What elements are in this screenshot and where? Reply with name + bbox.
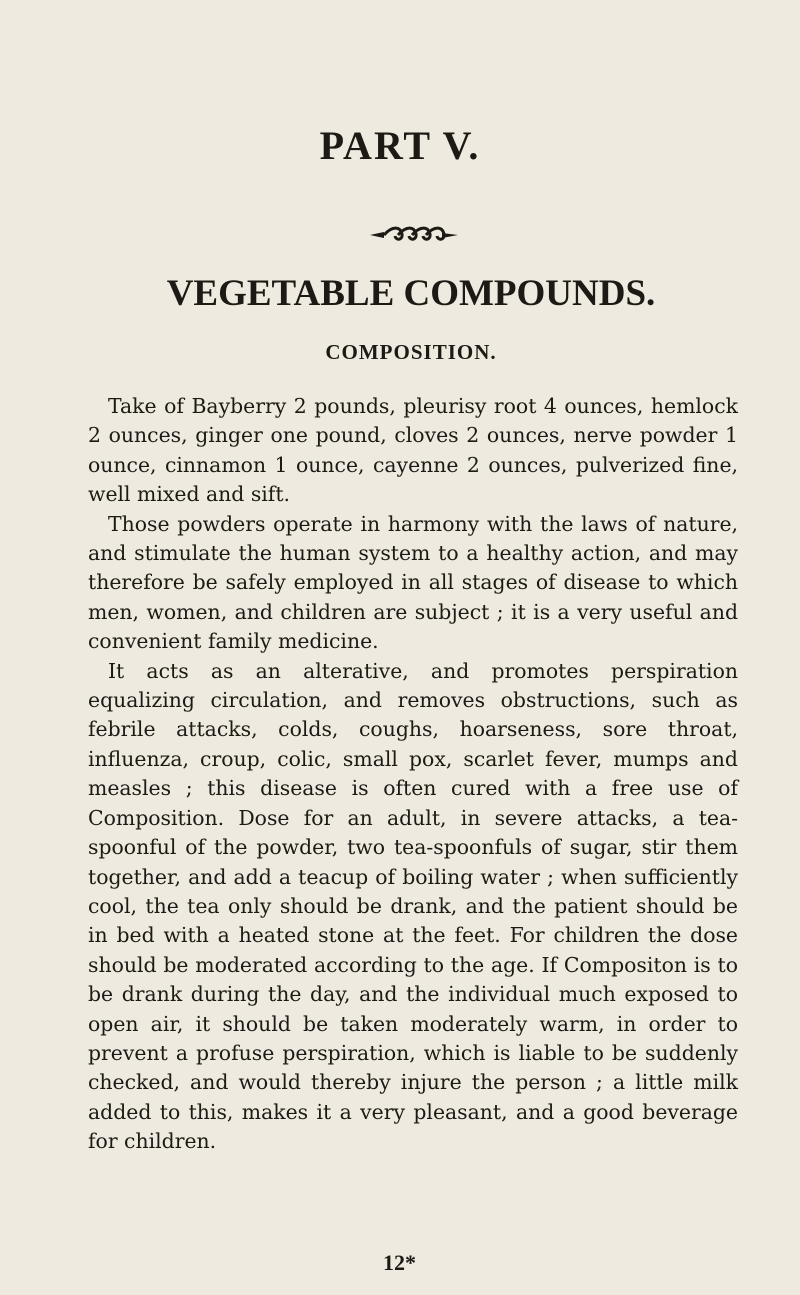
section-heading: COMPOSITION. [325,340,497,364]
paragraph-effects: Those powders operate in harmony with the laws of nature, and stimulate the human system to a healthy action, and may therefore be safely employed in all stages of disease to which men, women, and children are subject ; it is a very useful and convenient family medicine. [88,511,738,654]
chapter-title: VEGETABLE COMPOUNDS. [166,273,656,314]
part-heading: PART V. [319,123,481,168]
signature-mark: 12* [383,1250,416,1275]
body-text [88,392,738,1157]
paragraph-usage: It acts as an alterative, and promotes perspiration equalizing circulation, and removes obstructions, such as febrile attacks, colds, coughs, hoarseness, sore throat, influenza, croup, colic, small pox, scarlet fever, mumps and measles ; this disease is often cured with a free use of Composition. Dose for an adult, in severe attacks, a tea-spoonful of the powder, two tea-spoonfuls of sugar, stir them together, and add a teacup of boiling water ; when sufficiently cool, the tea only should be drank, and the patient should be in bed with a heated stone at the feet. For children the dose should be moderated according to the age. If Compositon is to be drank during the day, and the individual much exposed to open air, it should be taken moderately warm, in order to prevent a profuse perspiration, which is liable to be suddenly checked, and would thereby injure the person ; a little milk added to this, makes it a very pleasant, and a good beverage for children. [88,658,738,1154]
flourish-icon [368,224,460,246]
paragraph-recipe: Take of Bayberry 2 pounds, pleurisy root 4 ounces, hemlock 2 ounces, ginger one pound, cloves 2 ounces, nerve powder 1 ounce, cinnamon 1 ounce, cayenne 2 ounces, pulverized fine, well mixed and sift. [88,394,738,507]
